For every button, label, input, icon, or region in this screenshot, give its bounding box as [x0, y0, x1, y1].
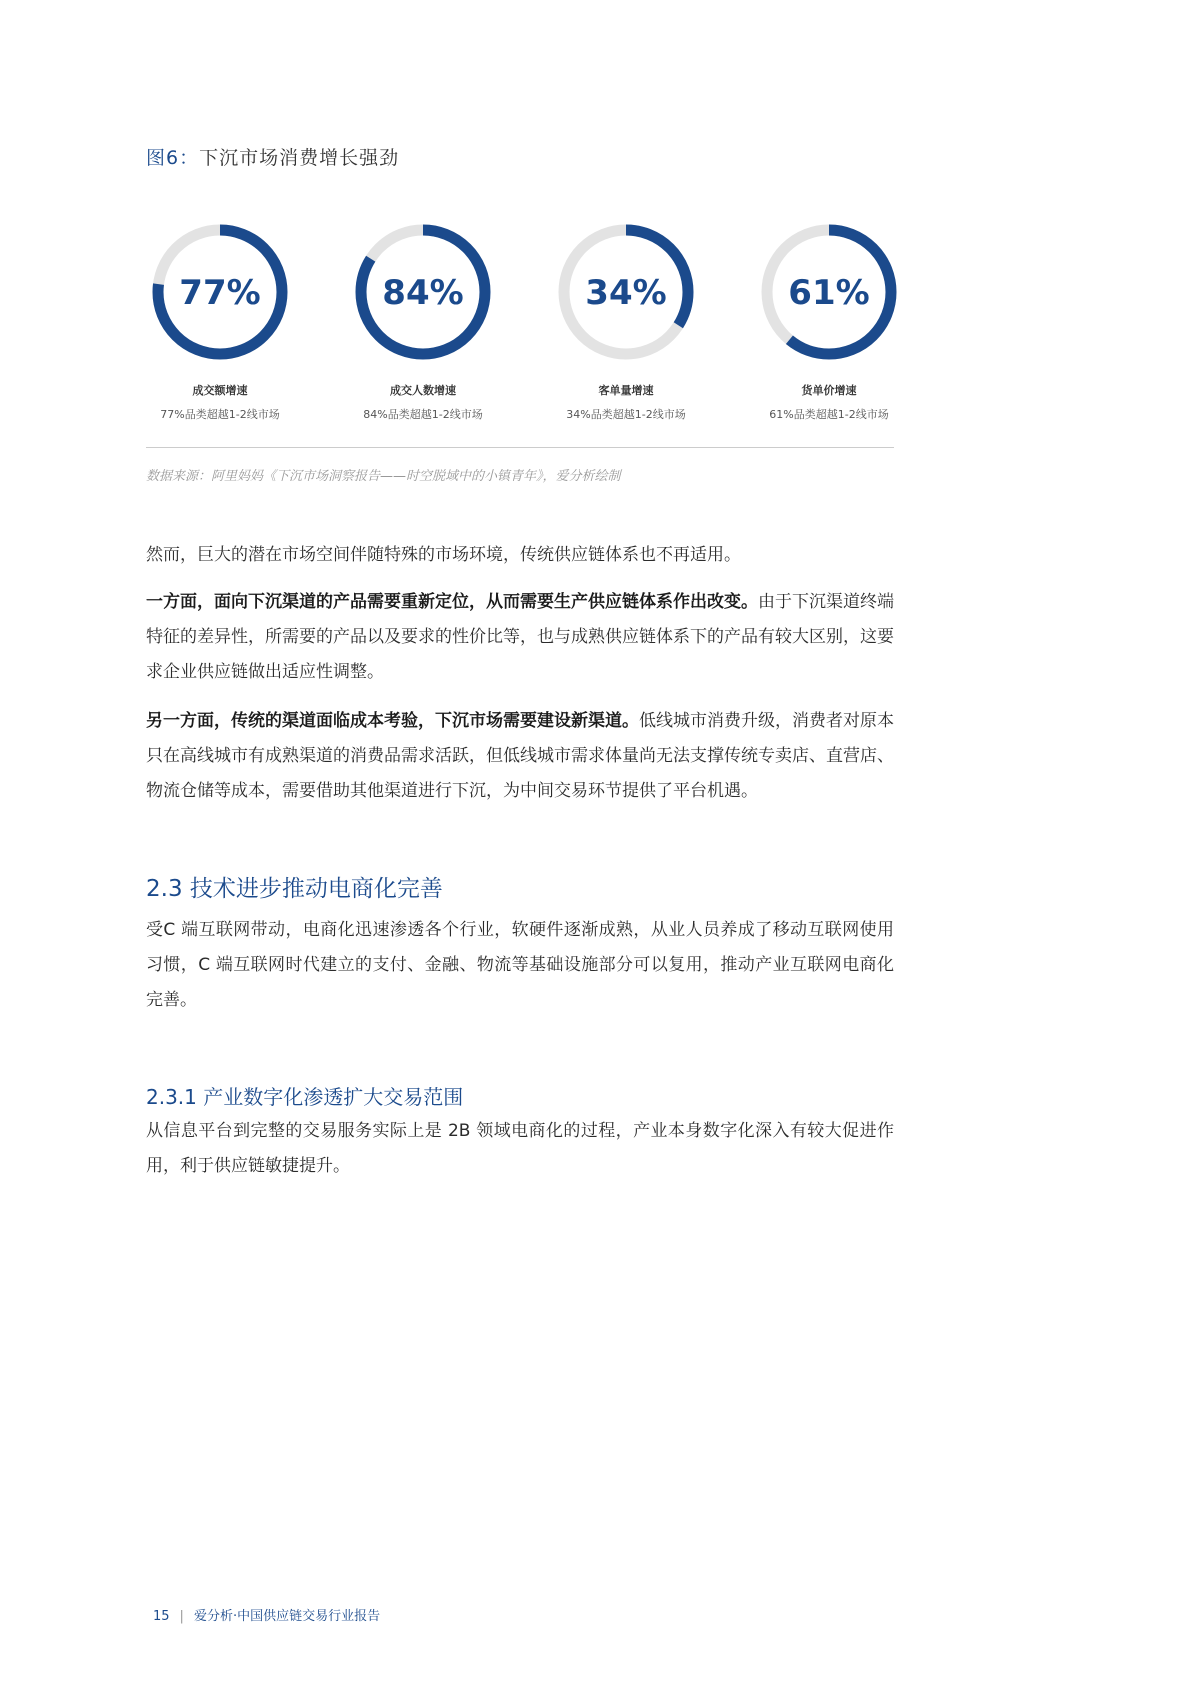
donut-ring — [353, 222, 493, 362]
donut-metric-name: 成交人数增速 — [390, 384, 456, 397]
donut-metric-name: 客单量增速 — [598, 384, 654, 397]
donut-metric-name: 成交额增速 — [192, 384, 248, 397]
figure-title — [146, 143, 399, 170]
figure-source: 数据来源：阿里妈妈《下沉市场洞察报告——时空脱域中的小镇青年》，爱分析绘制 — [146, 469, 621, 484]
donut-item — [343, 222, 503, 422]
donut-item — [140, 222, 300, 422]
donut-metric-name: 货单价增速 — [801, 384, 857, 397]
donut-metric-desc: 84%品类超越1-2线市场 — [363, 408, 483, 421]
footer-report-title: 爱分析·中国供应链交易行业报告 — [193, 1609, 381, 1624]
paragraph-3-bold: 另一方面，传统的渠道面临成本考验，下沉市场需要建设新渠道。 — [146, 711, 639, 731]
paragraph-2 — [146, 585, 894, 690]
subsection-heading: 2.3.1 产业数字化渗透扩大交易范围 — [146, 1085, 464, 1109]
paragraph-4: 受C 端互联网带动，电商化迅速渗透各个行业，软硬件逐渐成熟，从业人员养成了移动互联网使用习惯，C 端互联网时代建立的支付、金融、物流等基础设施部分可以复用，推动产业互联网电商化完善。 — [146, 920, 894, 1010]
donut-value: 34% — [585, 273, 667, 313]
donut-item — [749, 222, 909, 422]
figure-title-text: 下沉市场消费增长强劲 — [199, 147, 400, 169]
donut-item — [546, 222, 706, 422]
page-footer — [153, 1605, 380, 1624]
donut-metric-desc: 34%品类超越1-2线市场 — [566, 408, 686, 421]
donut-value: 77% — [179, 273, 261, 313]
donut-metric-desc: 61%品类超越1-2线市场 — [769, 408, 889, 421]
donut-ring — [556, 222, 696, 362]
donut-chart-row — [146, 222, 894, 432]
paragraph-1: 然而，巨大的潜在市场空间伴随特殊的市场环境，传统供应链体系也不再适用。 — [146, 545, 741, 565]
donut-value: 84% — [382, 273, 464, 313]
figure-label: 图6： — [146, 147, 200, 169]
paragraph-3 — [146, 704, 894, 809]
donut-value: 61% — [788, 273, 870, 313]
paragraph-3-text: 低线城市消费升级，消费者对原本只在高线城市有成熟渠道的消费品需求活跃，但低线城市需求体量尚无法支撑传统专卖店、直营店、物流仓储等成本，需要借助其他渠道进行下沉，为中间交易环节提供了平台机遇。 — [146, 711, 894, 801]
paragraph-5: 从信息平台到完整的交易服务实际上是 2B 领域电商化的过程，产业本身数字化深入有较大促进作用，利于供应链敏捷提升。 — [146, 1121, 894, 1176]
footer-separator: | — [179, 1609, 184, 1624]
paragraph-2-text: 由于下沉渠道终端特征的差异性，所需要的产品以及要求的性价比等，也与成熟供应链体系下的产品有较大区别，这要求企业供应链做出适应性调整。 — [146, 592, 894, 682]
figure-divider — [146, 447, 894, 448]
donut-ring — [759, 222, 899, 362]
section-heading: 2.3 技术进步推动电商化完善 — [146, 876, 443, 902]
donut-ring — [150, 222, 290, 362]
donut-metric-desc: 77%品类超越1-2线市场 — [160, 408, 280, 421]
paragraph-2-bold: 一方面，面向下沉渠道的产品需要重新定位，从而需要生产供应链体系作出改变。 — [146, 592, 758, 612]
page-number: 15 — [153, 1609, 170, 1624]
